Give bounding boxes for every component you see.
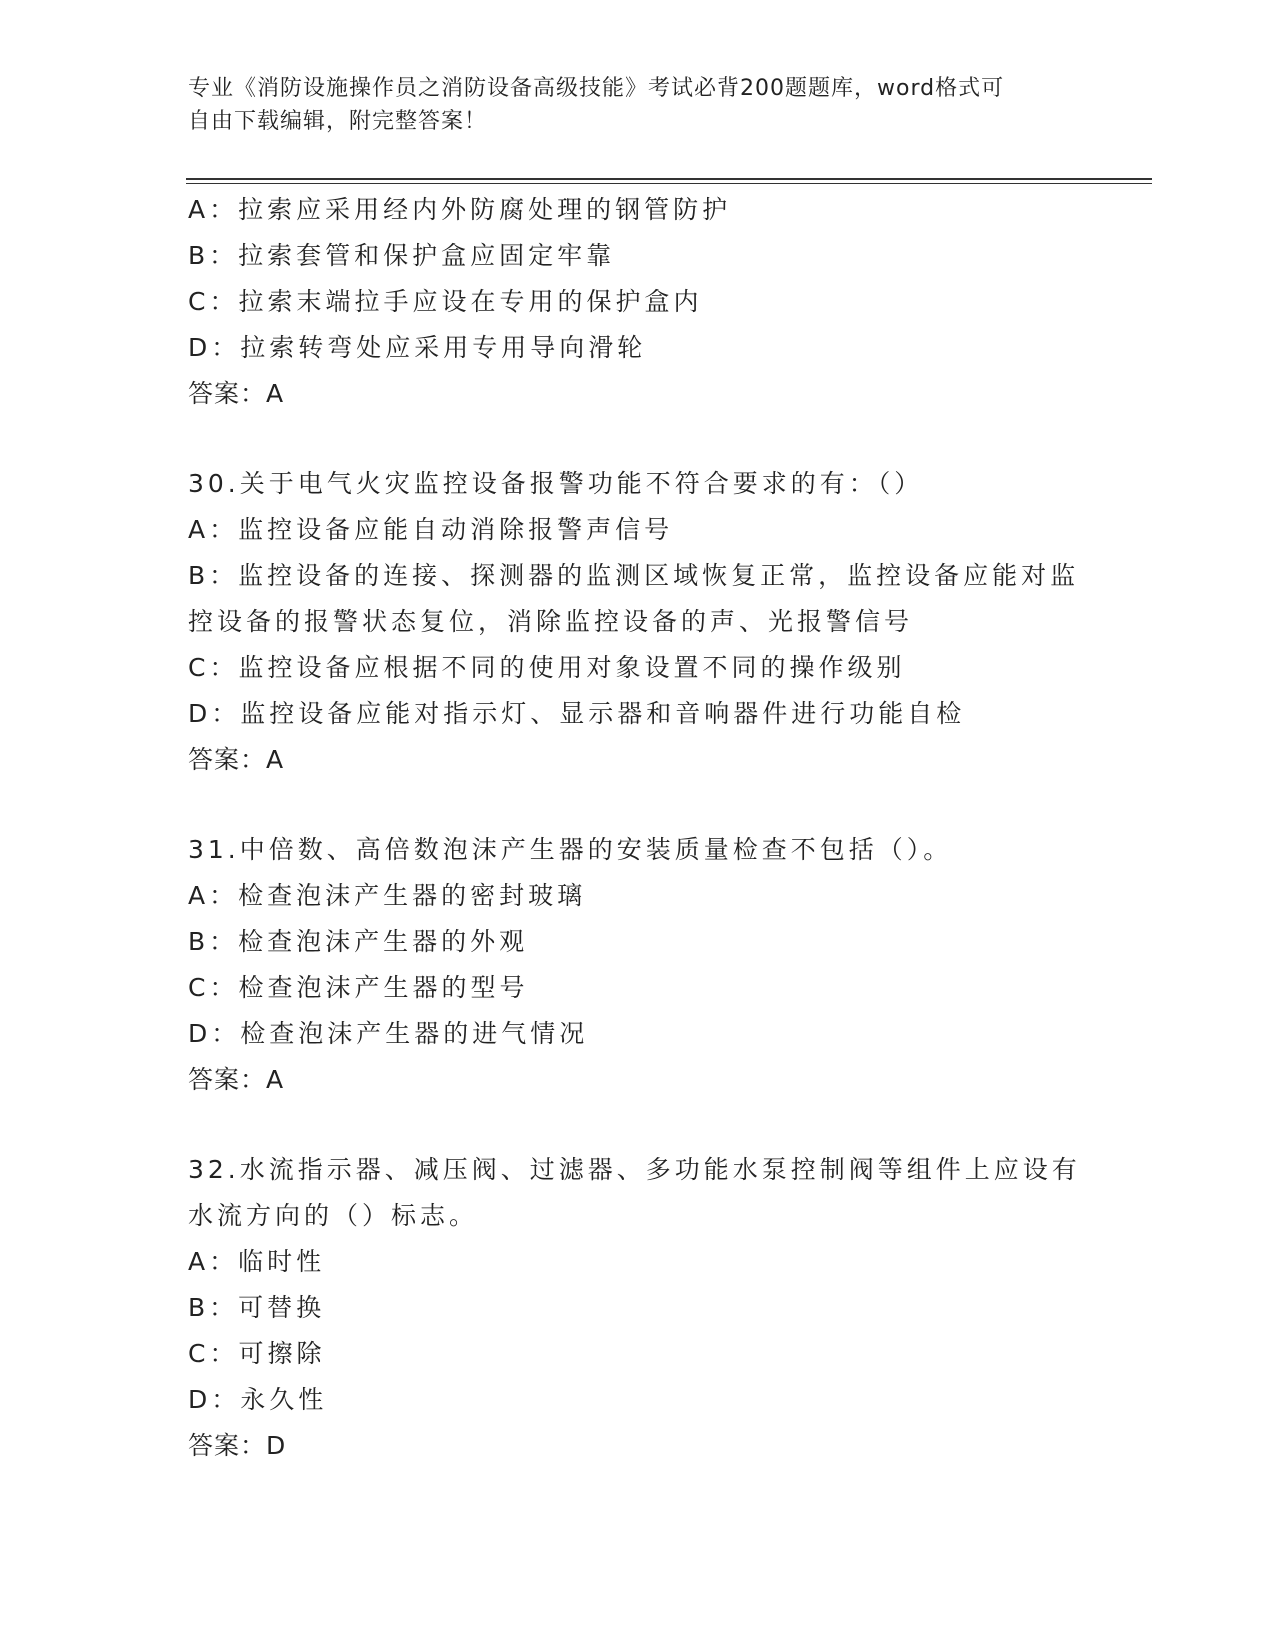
option-b: B：检查泡沫产生器的外观 xyxy=(188,927,529,956)
header-rule-thick xyxy=(186,178,1152,180)
option-c: C：监控设备应根据不同的使用对象设置不同的操作级别 xyxy=(188,653,906,682)
option-b-continued: 控设备的报警状态复位，消除监控设备的声、光报警信号 xyxy=(188,607,914,636)
question-30 xyxy=(188,461,1088,783)
option-c: C：可擦除 xyxy=(188,1339,326,1368)
option-c: C：检查泡沫产生器的型号 xyxy=(188,973,529,1002)
question-stem: 32.水流指示器、减压阀、过滤器、多功能水泵控制阀等组件上应设有 xyxy=(188,1155,1081,1184)
answer-line: 答案：D xyxy=(188,1431,287,1460)
answer-line: 答案：A xyxy=(188,1065,285,1094)
option-a: A：监控设备应能自动消除报警声信号 xyxy=(188,515,674,544)
header-line-2: 自由下载编辑，附完整答案！ xyxy=(188,109,488,134)
option-a: A：临时性 xyxy=(188,1247,326,1276)
option-d: D：监控设备应能对指示灯、显示器和音响器件进行功能自检 xyxy=(188,699,966,728)
option-a: A：检查泡沫产生器的密封玻璃 xyxy=(188,881,587,910)
header-rule-thin xyxy=(186,183,1152,184)
option-b: B：拉索套管和保护盒应固定牢靠 xyxy=(188,241,616,270)
answer-line: 答案：A xyxy=(188,379,285,408)
question-stem: 30.关于电气火灾监控设备报警功能不符合要求的有：（） xyxy=(188,469,924,498)
answer-line: 答案：A xyxy=(188,745,285,774)
header-line-1: 专业《消防设施操作员之消防设备高级技能》考试必背200题题库，word格式可 xyxy=(188,76,1005,101)
question-32 xyxy=(188,1147,1088,1469)
option-d: D：永久性 xyxy=(188,1385,328,1414)
question-stem-continued: 水流方向的（）标志。 xyxy=(188,1201,479,1230)
question-stem: 31.中倍数、高倍数泡沫产生器的安装质量检查不包括（）。 xyxy=(188,835,953,864)
question-list xyxy=(188,187,1088,1469)
option-d: D：检查泡沫产生器的进气情况 xyxy=(188,1019,589,1048)
option-b: B：可替换 xyxy=(188,1293,326,1322)
document-header xyxy=(188,72,1088,138)
option-c: C：拉索末端拉手应设在专用的保护盒内 xyxy=(188,287,703,316)
question-31 xyxy=(188,827,1088,1103)
option-d: D：拉索转弯处应采用专用导向滑轮 xyxy=(188,333,647,362)
option-b: B：监控设备的连接、探测器的监测区域恢复正常，监控设备应能对监 xyxy=(188,561,1080,590)
option-a: A：拉索应采用经内外防腐处理的钢管防护 xyxy=(188,195,732,224)
